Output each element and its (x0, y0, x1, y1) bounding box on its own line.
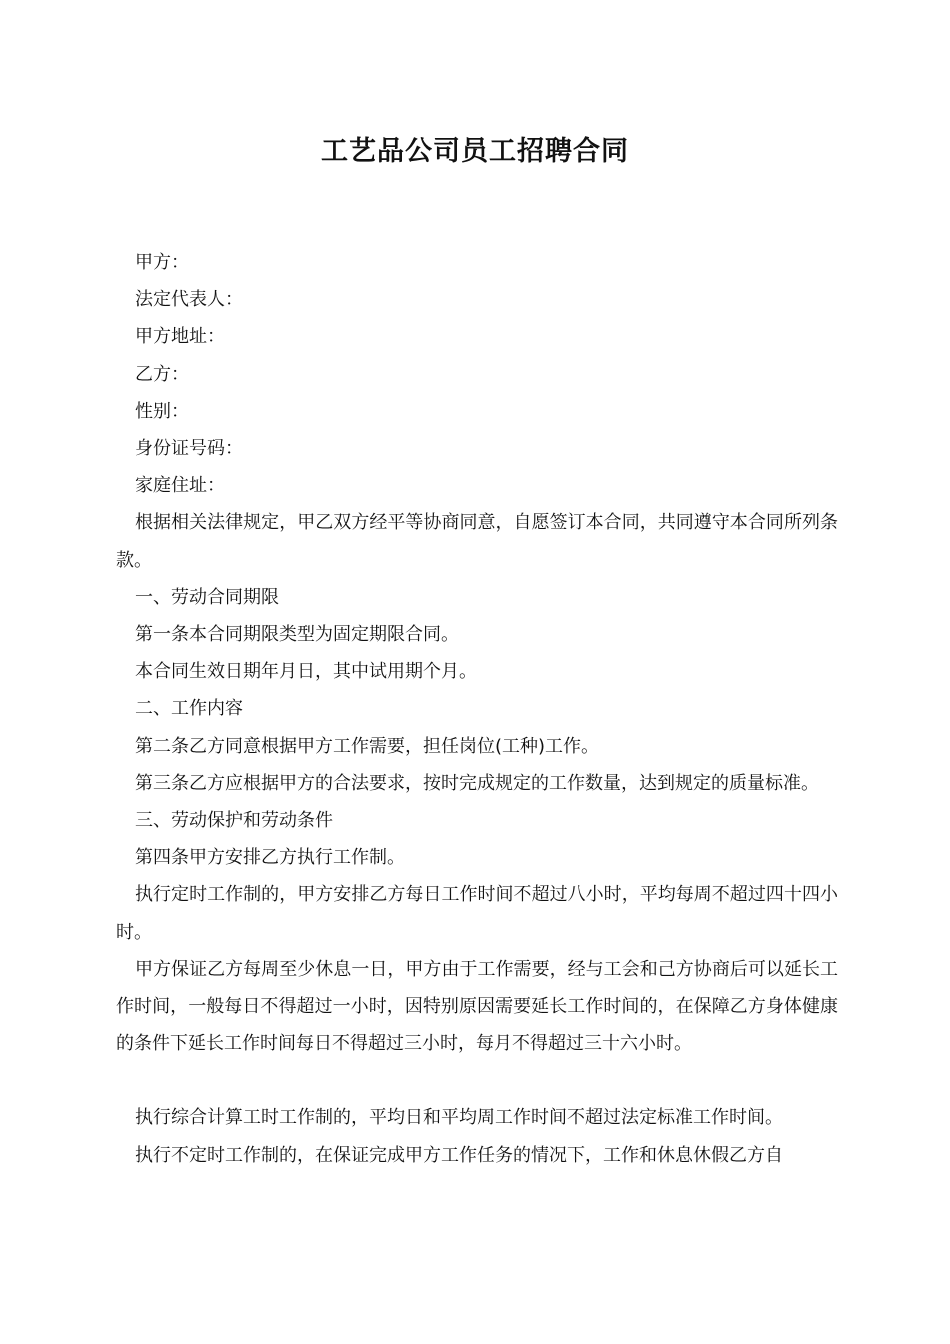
paragraph-article-2: 第二条乙方同意根据甲方工作需要，担任岗位(工种)工作。 (135, 735, 600, 757)
paragraph-gender: 性别： (135, 400, 189, 422)
paragraph-home-address: 家庭住址： (135, 475, 225, 497)
paragraph-preamble: 根据相关法律规定，甲乙双方经平等协商同意，自愿签订本合同，共同遵守本合同所列条款。 (116, 512, 838, 571)
paragraph-effective-date: 本合同生效日期年月日，其中试用期个月。 (135, 661, 477, 683)
paragraph-article-3: 第三条乙方应根据甲方的合法要求，按时完成规定的工作数量，达到规定的质量标准。 (135, 772, 819, 794)
paragraph-comprehensive-hours: 执行综合计算工时工作制的，平均日和平均周工作时间不超过法定标准工作时间。 (135, 1107, 783, 1129)
paragraph-party-a-address: 甲方地址： (135, 326, 225, 348)
paragraph-party-a: 甲方： (135, 252, 189, 273)
paragraph-party-b: 乙方： (135, 363, 189, 385)
paragraph-rest-and-overtime: 甲方保证乙方每周至少休息一日，甲方由于工作需要，经与工会和己方协商后可以延长工作时间，一般每日不得超过一小时，因特别原因需要延长工作时间的，在保障乙方身体健康的条件下延长工作时间每日不得超过三小时，每月不得超过三十六小时。 (116, 958, 838, 1055)
paragraph-fixed-hours: 执行定时工作制的，甲方安排乙方每日工作时间不超过八小时，平均每周不超过四十四小时。 (116, 884, 838, 943)
paragraph-legal-representative: 法定代表人： (135, 289, 243, 311)
paragraph-article-4: 第四条甲方安排乙方执行工作制。 (135, 847, 405, 869)
paragraph-id-number: 身份证号码： (135, 438, 243, 460)
section-heading-work-content: 二、工作内容 (135, 698, 243, 720)
paragraph-gap (116, 1062, 838, 1099)
section-heading-labor-protection: 三、劳动保护和劳动条件 (135, 810, 333, 832)
section-heading-contract-term: 一、劳动合同期限 (135, 586, 279, 608)
document-body (116, 244, 838, 1174)
paragraph-article-1: 第一条本合同期限类型为固定期限合同。 (135, 624, 459, 646)
paragraph-flexible-hours: 执行不定时工作制的，在保证完成甲方工作任务的情况下，工作和休息休假乙方自 (135, 1144, 783, 1166)
document-title: 工艺品公司员工招聘合同 (321, 136, 629, 167)
